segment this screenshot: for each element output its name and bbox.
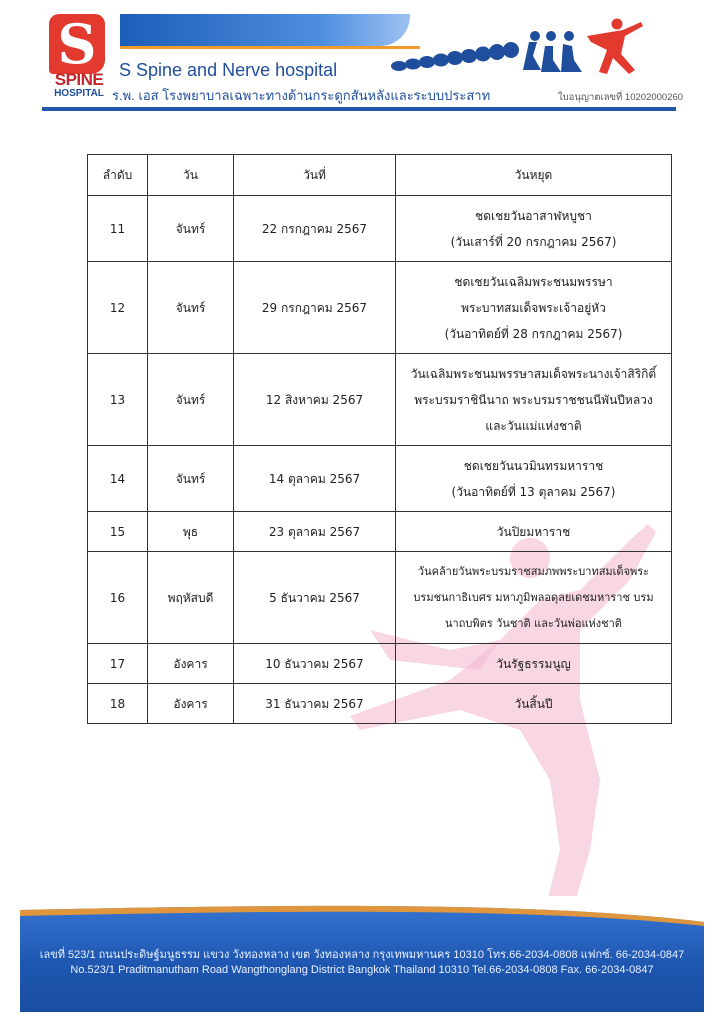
cell-day: อังคาร [148, 644, 234, 684]
spine-running-figures-icon [385, 14, 645, 94]
header-day: วัน [148, 155, 234, 196]
hospital-name-th: ร.พ. เอส โรงพยาบาลเฉพาะทางด้านกระดูกสันหลังและระบบประสาท [112, 88, 491, 103]
table-row [88, 684, 672, 724]
cell-no: 16 [88, 552, 148, 644]
cell-holiday [396, 196, 672, 262]
footer-address-en: No.523/1 Praditmanutham Road Wangthonglang District Bangkok Thailand 10310 Tel.66-2034-0808 Fax. 66-2034-0847 [70, 964, 654, 976]
cell-date: 14 ตุลาคม 2567 [234, 446, 396, 512]
hospital-name-en: S Spine and Nerve hospital [119, 60, 338, 80]
header-holiday: วันหยุด [396, 155, 672, 196]
header-orange-line [120, 46, 420, 49]
hospital-logo [45, 14, 113, 98]
table-row [88, 262, 672, 354]
cell-holiday [396, 512, 672, 552]
holiday-line: นาถบพิตร วันชาติ และวันพ่อแห่งชาติ [445, 616, 622, 630]
holiday-line: วันปิยมหาราช [496, 524, 571, 539]
cell-day: จันทร์ [148, 196, 234, 262]
footer-wave-decoration [20, 896, 704, 926]
logo-line-1: SPINE [54, 70, 104, 89]
header-blue-bar [120, 14, 410, 46]
cell-holiday [396, 552, 672, 644]
table-row [88, 644, 672, 684]
table-row [88, 354, 672, 446]
holiday-line: (วันอาทิตย์ที่ 13 ตุลาคม 2567) [451, 484, 616, 499]
cell-day: จันทร์ [148, 446, 234, 512]
footer-address-th: เลขที่ 523/1 ถนนประดิษฐ์มนูธรรม แขวง วังทองหลาง เขต วังทองหลาง กรุงเทพมหานคร 10310 โทร.66-2034-0808 แฟกซ์. 66-2034-0847 [39, 949, 685, 961]
holiday-line: (วันอาทิตย์ที่ 28 กรกฎาคม 2567) [444, 326, 623, 341]
logo-line-2: HOSPITAL [54, 88, 104, 99]
cell-day: อังคาร [148, 684, 234, 724]
cell-holiday [396, 354, 672, 446]
header-divider [42, 107, 676, 111]
header-date: วันที่ [234, 155, 396, 196]
cell-date: 23 ตุลาคม 2567 [234, 512, 396, 552]
holiday-line: พระบาทสมเด็จพระเจ้าอยู่หัว [461, 300, 606, 315]
cell-no: 15 [88, 512, 148, 552]
holiday-line: พระบรมราชินีนาถ พระบรมราชชนนีพันปีหลวง [414, 392, 653, 407]
cell-day: จันทร์ [148, 354, 234, 446]
cell-day: จันทร์ [148, 262, 234, 354]
table-row [88, 446, 672, 512]
table-header-row [88, 155, 672, 196]
holiday-line: วันสิ้นปี [514, 696, 553, 711]
cell-no: 12 [88, 262, 148, 354]
cell-holiday [396, 262, 672, 354]
header-no: ลำดับ [88, 155, 148, 196]
cell-date: 12 สิงหาคม 2567 [234, 354, 396, 446]
holiday-table [87, 154, 672, 724]
cell-day: พุธ [148, 512, 234, 552]
table-row [88, 196, 672, 262]
cell-day: พฤหัสบดี [148, 552, 234, 644]
holiday-line: บรมชนกาธิเบศร มหาภูมิพลอดุลยเดชมหาราช บรม [413, 590, 654, 604]
cell-no: 18 [88, 684, 148, 724]
cell-no: 13 [88, 354, 148, 446]
holiday-line: ชดเชยวันอาสาฬหบูชา [475, 208, 592, 223]
holiday-line: วันคล้ายวันพระบรมราชสมภพพระบาทสมเด็จพระ [417, 564, 650, 578]
cell-holiday [396, 644, 672, 684]
letterhead [0, 0, 724, 118]
cell-no: 11 [88, 196, 148, 262]
cell-date: 29 กรกฎาคม 2567 [234, 262, 396, 354]
holiday-line: วันรัฐธรรมนูญ [496, 656, 571, 671]
cell-date: 22 กรกฎาคม 2567 [234, 196, 396, 262]
license-number: ใบอนุญาตเลขที่ 10202000260 [558, 92, 684, 103]
letterhead-footer [20, 896, 704, 1012]
cell-holiday [396, 684, 672, 724]
cell-no: 14 [88, 446, 148, 512]
holiday-line: ชดเชยวันนวมินทรมหาราช [463, 458, 604, 473]
holiday-line: วันเฉลิมพระชนมพรรษาสมเด็จพระนางเจ้าสิริกิติ์ [410, 366, 657, 381]
cell-no: 17 [88, 644, 148, 684]
cell-date: 5 ธันวาคม 2567 [234, 552, 396, 644]
holiday-line: (วันเสาร์ที่ 20 กรกฎาคม 2567) [450, 234, 617, 249]
table-row [88, 552, 672, 644]
holiday-line: ชดเชยวันเฉลิมพระชนมพรรษา [454, 274, 613, 289]
cell-date: 31 ธันวาคม 2567 [234, 684, 396, 724]
cell-holiday [396, 446, 672, 512]
holiday-line: และวันแม่แห่งชาติ [485, 418, 582, 433]
cell-date: 10 ธันวาคม 2567 [234, 644, 396, 684]
table-row [88, 512, 672, 552]
logo-letter: S [49, 14, 105, 74]
